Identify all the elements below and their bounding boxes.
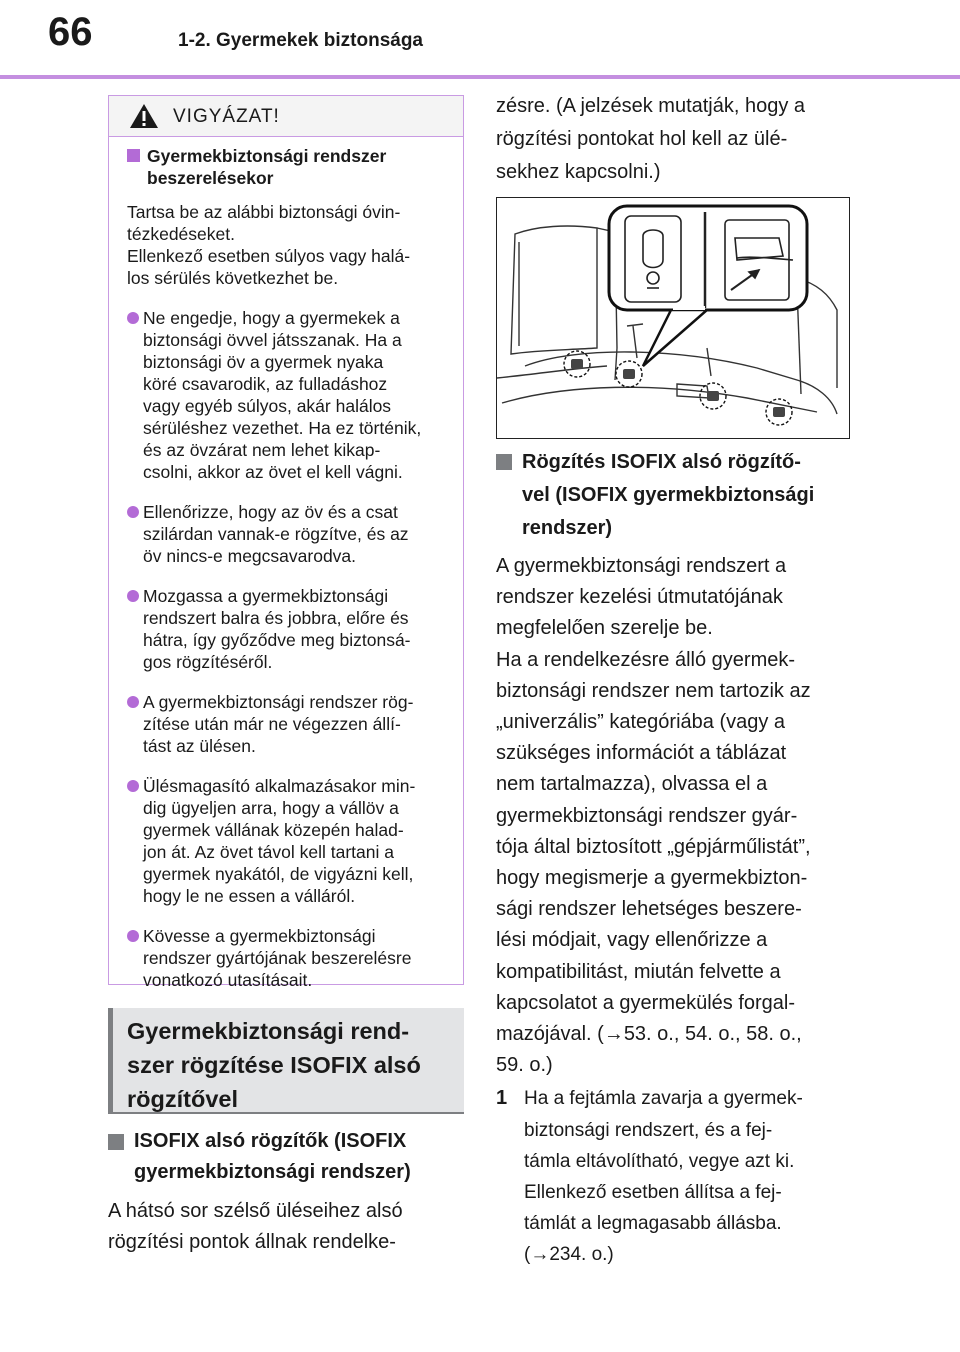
warning-bullet: Mozgassa a gyermekbiztonsági rendszert balra és jobbra, előre és hátra, így győződve meg biztonsá- gos rögzítéséről.: [127, 585, 447, 673]
right-column-intro: [496, 90, 856, 189]
warning-bullet: A gyermekbiztonsági rendszer rög- zítése után már ne végezzen állí- tást az ülésen.: [127, 691, 447, 757]
warning-subheading: Gyermekbiztonsági rendszer beszerelésekor: [127, 145, 447, 189]
left-paragraph: A hátsó sor szélső üléseihez alsó rögzítési pontok állnak rendelke-: [108, 1200, 403, 1253]
warning-bullet: Ellenőrizze, hogy az öv és a csat szilárdan vannak-e rögzítve, és az öv nincs-e megcsavarodva.: [127, 501, 447, 567]
warning-header: [109, 96, 463, 137]
warning-intro: Tartsa be az alábbi biztonsági óvin- tézkedéseket. Ellenkező esetben súlyos vagy halá- los sérülés következhet be.: [127, 202, 411, 288]
section-title: Gyermekbiztonsági rend- szer rögzítése ISOFIX alsó rögzítővel: [127, 1018, 421, 1112]
warning-bullet-list: [127, 307, 447, 991]
warning-bullet: Ülésmagasító alkalmazásakor min- dig ügyeljen arra, hogy a vállöv a gyermek vállának közepén halad- jon át. Az övet távol kell tartani a gyermek nyakától, de vigyázni kell, hogy le ne essen a válláról.: [127, 775, 447, 907]
warning-bullet: Ne engedje, hogy a gyermekek a biztonsági övvel játsszanak. Ha a biztonsági öv a gyermek nyaka köré csavarodik, az fulladáshoz vagy egyéb súlyos, akár halálos sérüléshez vezethet. Ha ez történik, és az övzárat nem lehet kikap- csolni, akkor az övet el kell vágni.: [127, 307, 447, 483]
left-column-text: [108, 1126, 464, 1258]
seat-illustration: [496, 197, 850, 439]
chapter-title: 1-2. Gyermekek biztonsága: [178, 30, 423, 51]
warning-box: [108, 95, 464, 990]
warning-triangle-icon: [129, 103, 159, 129]
isofix-mount-subheading: Rögzítés ISOFIX alsó rögzítő- vel (ISOFIX gyermekbiztonsági rendszer): [496, 446, 856, 545]
right-paragraph-2: A gyermekbiztonsági rendszert a rendszer kezelési útmutatójának megfelelően szerelje be. Ha a rendelkezésre álló gyermek- biztonsági rendszer nem tartozik az „univerzális” kategóriába (vagy a szükséges információt a táblázat nem tartalmazza), olvassa el a gyermekbiztonsági rendszer gyár- tója által biztosított „gépjárműlistát”, hogy megismerje a gyermekbizton- sági rendszer lehetséges beszere- lési módjait, vagy ellenőrizze a kompatibilitást, miután felvette a kapcsolatot a gyermekülés forgal- mazójával. (→53. o., 54. o., 58. o., 59. o.): [496, 555, 811, 1077]
isofix-seat-drawing: [497, 198, 849, 438]
right-column-text: [496, 446, 856, 1271]
warning-title: VIGYÁZAT!: [173, 106, 280, 127]
section-heading-box: [108, 1008, 464, 1114]
step-number: 1: [496, 1087, 508, 1110]
step-text: Ha a fejtámla zavarja a gyermek- biztonsági rendszert, és a fej- támla eltávolítható, vegye azt ki. Ellenkező esetben állítsa a fej- támlát a legmagasabb állásba. (→234. o.): [524, 1088, 803, 1266]
warning-bullet: Kövesse a gyermekbiztonsági rendszer gyártójának beszerelésre vonatkozó utasításait.: [127, 925, 447, 991]
step-item: [496, 1083, 856, 1270]
page-number: 66: [48, 10, 93, 54]
header-rule: [0, 75, 960, 79]
isofix-subheading: ISOFIX alsó rögzítők (ISOFIX gyermekbiztonsági rendszer): [108, 1126, 464, 1188]
right-paragraph-1: zésre. (A jelzések mutatják, hogy a rögzítési pontokat hol kell az ülé- sekhez kapcsolni.): [496, 95, 806, 183]
